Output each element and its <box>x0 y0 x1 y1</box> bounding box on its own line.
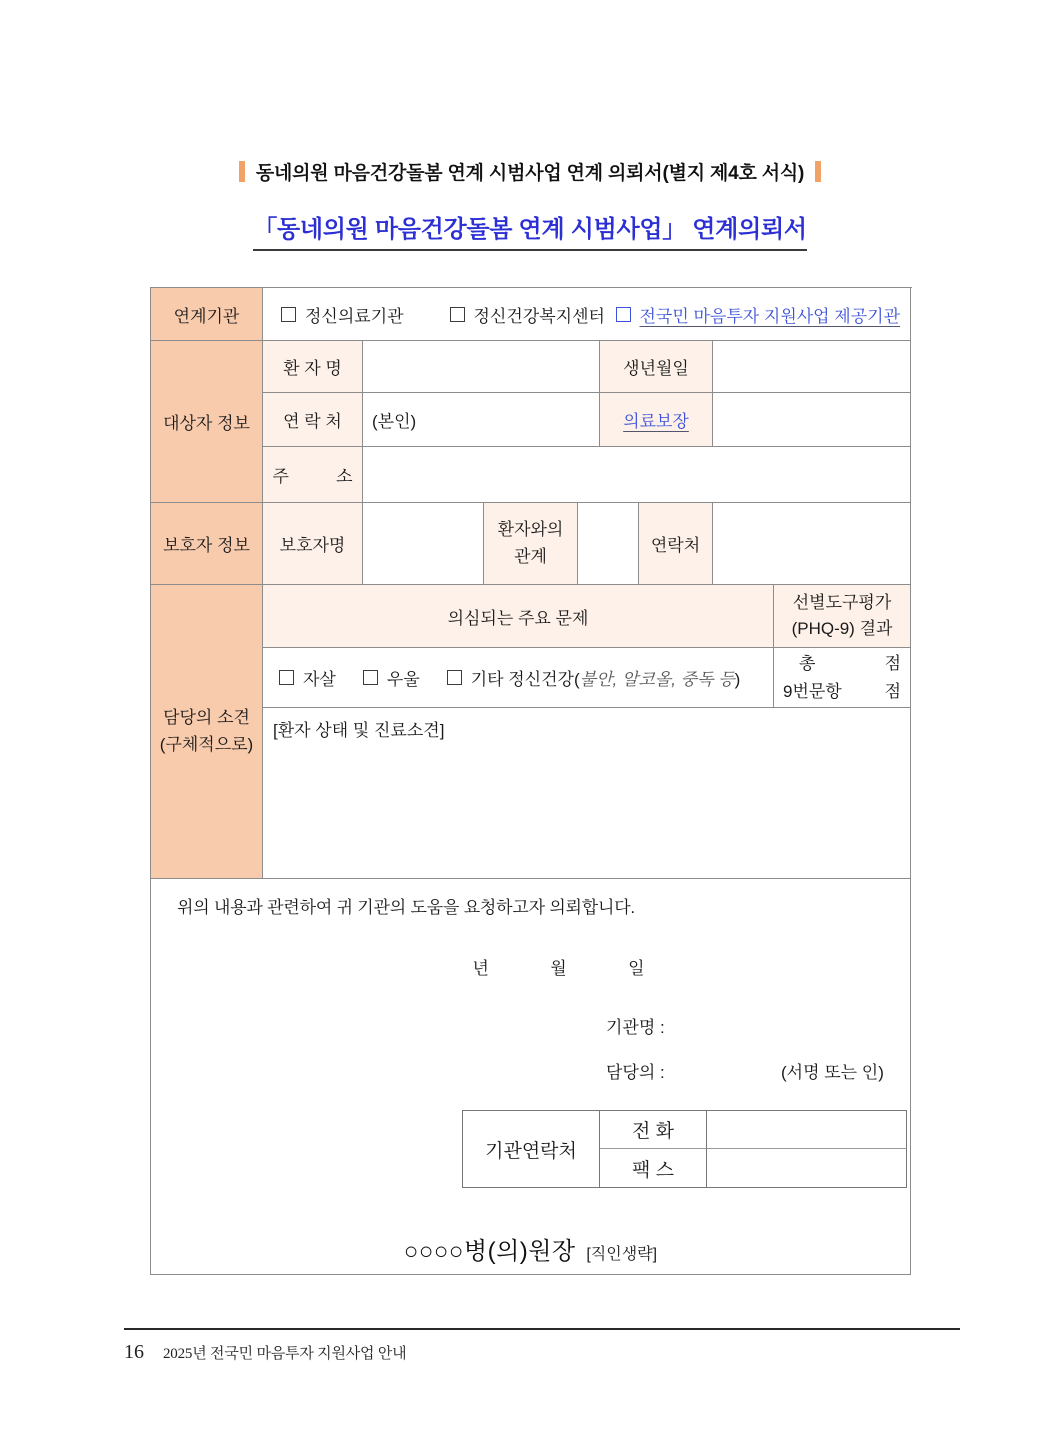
opinion-section-label <box>151 585 263 879</box>
checkbox-icon <box>450 307 465 322</box>
check-label <box>471 665 741 690</box>
check-label: 우울 <box>386 670 420 689</box>
medical-coverage-link-cell[interactable] <box>600 393 713 447</box>
phone-label: 전 화 <box>600 1111 707 1149</box>
checkbox-icon <box>279 670 294 685</box>
director-signature: ○○○○병(의)원장 <box>403 1238 576 1265</box>
signature-line <box>151 1231 910 1266</box>
q9-unit: 점 <box>884 681 901 701</box>
check3-italic: 불안, 알코올, 중독 등 <box>579 670 735 689</box>
page-title: 「동네의원 마음건강돌봄 연계 시범사업」 연계의뢰서 <box>253 209 806 251</box>
check-depression <box>363 665 420 690</box>
guardian-name-value-cell <box>363 503 484 585</box>
check-label: 자살 <box>303 670 336 689</box>
org-contact-label: 기관연락처 <box>463 1111 600 1188</box>
guardian-relation-value-cell <box>578 503 639 585</box>
guardian-contact-label: 연락처 <box>639 503 713 585</box>
checkbox-icon <box>363 670 378 685</box>
medical-coverage-link[interactable]: 의료보장 <box>623 412 689 431</box>
org-contact-table <box>462 1110 907 1188</box>
patient-name-value-cell <box>363 341 600 393</box>
checkbox-icon <box>447 670 462 685</box>
patient-contact-label: 연 락 처 <box>263 393 363 447</box>
fax-value-cell <box>707 1149 907 1188</box>
opinion-label-line1: 담당의 소견 <box>163 708 250 728</box>
check3-prefix: 기타 정신건강( <box>470 670 580 689</box>
check3-suffix: ) <box>734 670 741 689</box>
footer-divider <box>124 1328 960 1330</box>
sign-or-seal-note: (서명 또는 인) <box>781 1063 884 1082</box>
date-line: 년 월 일 <box>472 959 645 978</box>
patient-name-label: 환 자 명 <box>263 341 363 393</box>
guardian-relation-label <box>484 503 578 585</box>
referral-form-table <box>150 287 912 1275</box>
footer-text: 2025년 전국민 마음투자 지원사업 안내 <box>163 1346 407 1362</box>
medical-coverage-value-cell <box>713 393 911 447</box>
q9-label: 9번문항 <box>783 681 842 701</box>
header-badge <box>0 158 1060 185</box>
seal-omitted-note: [직인생략] <box>586 1246 658 1263</box>
link-org-section-label: 연계기관 <box>151 288 263 341</box>
guardian-section-label: 보호자 정보 <box>151 503 263 585</box>
option-link-label[interactable]: 전국민 마음투자 지원사업 제공기관 <box>639 306 900 326</box>
relation-line1: 환자와의 <box>497 520 564 540</box>
option-mind-investment-link[interactable] <box>616 302 901 327</box>
orange-bar-right-icon <box>815 161 821 182</box>
option-label: 정신건강복지센터 <box>473 306 605 326</box>
option-mental-welfare-center <box>450 302 605 327</box>
patient-birth-label: 생년월일 <box>600 341 713 393</box>
fax-label: 팩 스 <box>600 1149 707 1188</box>
total-score-line <box>783 652 901 676</box>
option-label: 정신의료기관 <box>305 306 404 326</box>
doctor-label: 담당의 : <box>606 1063 665 1082</box>
phq-header <box>774 585 911 648</box>
request-text: 위의 내용과 관련하여 귀 기관의 도움을 요청하고자 의뢰합니다. <box>177 898 635 917</box>
patient-address-value-cell <box>363 447 911 503</box>
patient-contact-value-cell: (본인) <box>363 393 600 447</box>
q9-score-line <box>783 680 901 704</box>
phq-score-cell <box>774 648 911 708</box>
total-label: 총 <box>799 653 816 673</box>
guardian-contact-value-cell <box>713 503 911 585</box>
problem-checkboxes-cell <box>263 648 774 708</box>
opinion-label-line2: (구체적으로) <box>159 734 254 754</box>
patient-section-label: 대상자 정보 <box>151 341 263 503</box>
phq-header-line2: (PHQ-9) 결과 <box>791 619 893 638</box>
problem-header: 의심되는 주요 문제 <box>263 585 774 648</box>
page-footer <box>124 1341 406 1364</box>
guardian-name-label: 보호자명 <box>263 503 363 585</box>
patient-birth-value-cell <box>713 341 911 393</box>
patient-address-label: 주 소 <box>263 447 363 503</box>
orange-bar-left-icon <box>239 161 245 182</box>
phone-value-cell <box>707 1111 907 1149</box>
check-other-mental <box>447 665 741 690</box>
opinion-note-cell: [환자 상태 및 진료소견] <box>263 708 911 879</box>
check-suicide <box>279 665 336 690</box>
header-badge-text: 동네의원 마음건강돌봄 연계 시범사업 연계 의뢰서(별지 제4호 서식) <box>255 163 805 184</box>
total-unit: 점 <box>884 653 901 673</box>
page-number: 16 <box>124 1341 144 1363</box>
phq-header-line1: 선별도구평가 <box>792 592 892 612</box>
relation-line2: 관계 <box>514 546 547 566</box>
link-org-options-cell <box>263 288 911 341</box>
checkbox-icon <box>616 307 631 322</box>
org-name-label: 기관명 : <box>606 1018 665 1037</box>
closing-block <box>151 879 911 1275</box>
checkbox-icon <box>281 307 296 322</box>
title-row <box>0 209 1060 251</box>
option-mental-medical <box>281 302 404 327</box>
